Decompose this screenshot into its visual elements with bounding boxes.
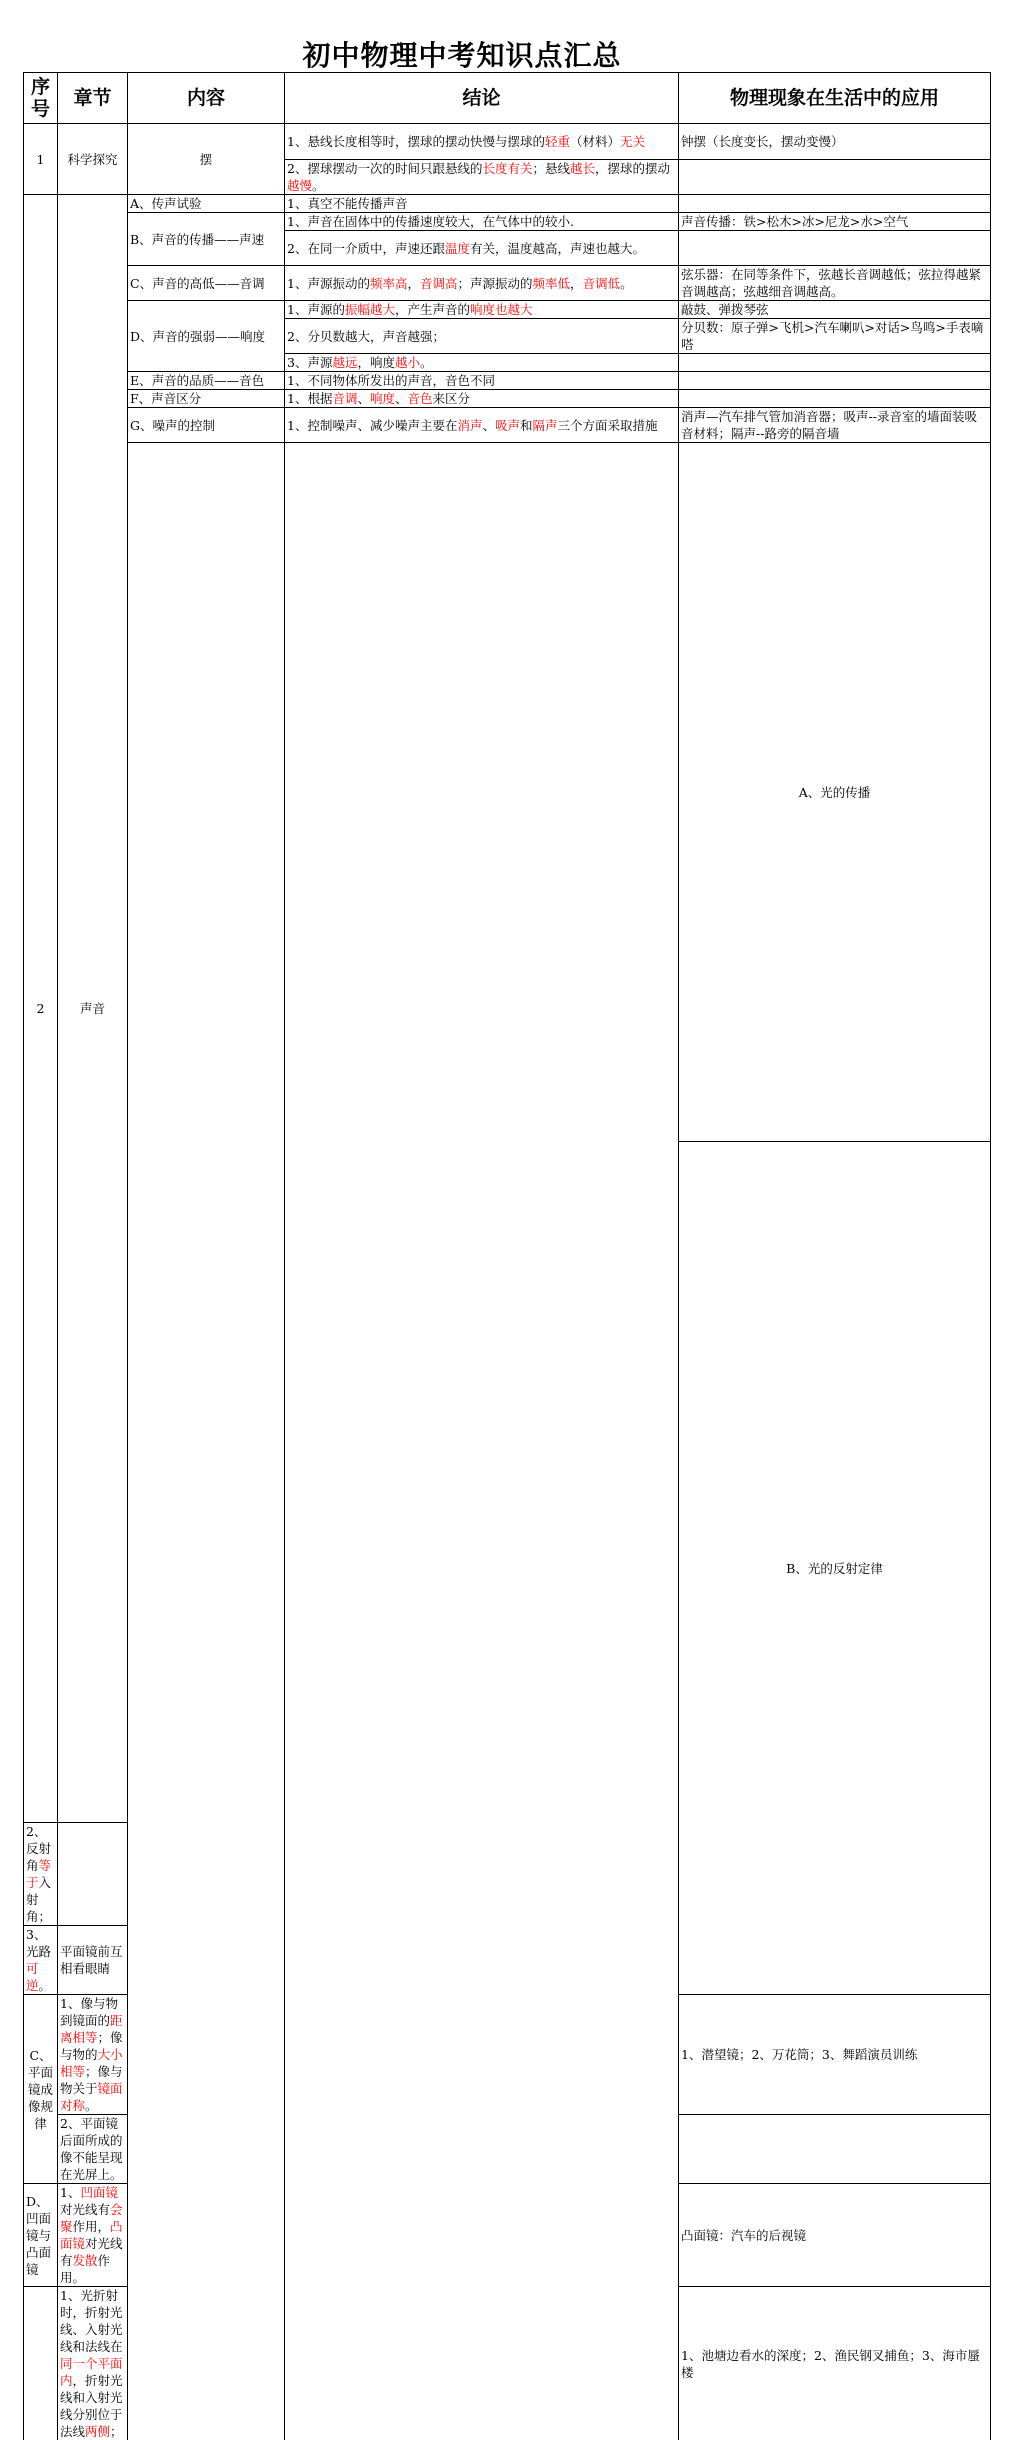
page-title: 初中物理中考知识点汇总 <box>0 34 1024 74</box>
topic-cell: E、声音的品质——音色 <box>128 372 285 390</box>
conclusion-cell: 3、光路可逆。 <box>24 1926 58 1995</box>
application-cell: 平面镜前互相看眼睛 <box>58 1926 128 1995</box>
header-conclusion: 结论 <box>285 73 679 124</box>
application-cell: 1、潜望镜；2、万花筒；3、舞蹈演员训练 <box>679 1995 991 2115</box>
table-row <box>24 443 991 733</box>
application-cell: 敲鼓、弹拨琴弦 <box>679 301 991 319</box>
header-content: 内容 <box>128 73 285 124</box>
application-cell <box>58 1823 128 1926</box>
table-row <box>24 408 991 443</box>
topic-cell: D、声音的强弱——响度 <box>128 301 285 372</box>
table-row <box>24 372 991 390</box>
header-row <box>24 73 991 124</box>
topic-cell: F、声音区分 <box>128 390 285 408</box>
application-cell <box>679 372 991 390</box>
conclusion-cell: 2、在同一介质中，声速还跟温度有关，温度越高，声速也越大。 <box>285 231 679 266</box>
conclusion-cell: 1、悬线长度相等时，摆球的摆动快慢与摆球的轻重（材料）无关 <box>285 124 679 160</box>
conclusion-cell: 2、反射角等于入射角； <box>24 1823 58 1926</box>
conclusion-cell: 1、声源振动的频率高，音调高；声源振动的频率低，音调低。 <box>285 266 679 301</box>
conclusion-cell: 1、声源的振幅越大，产生声音的响度也越大 <box>285 301 679 319</box>
topic-cell: B、光的反射定律 <box>679 1142 991 1995</box>
topic-cell: C、声音的高低——音调 <box>128 266 285 301</box>
chapter-cell: 声音 <box>58 195 128 1823</box>
conclusion-cell: 1、真空不能传播声音 <box>285 195 679 213</box>
topic-cell: G、噪声的控制 <box>128 408 285 443</box>
topic-cell: C、平面镜成像规律 <box>24 1995 58 2184</box>
table-row <box>24 195 991 213</box>
header-number: 序号 <box>24 73 58 124</box>
chapter-cell: 科学探究 <box>58 124 128 195</box>
table-row <box>24 266 991 301</box>
topic-cell: B、声音的传播——声速 <box>128 213 285 266</box>
application-cell: 弦乐器：在同等条件下，弦越长音调越低；弦拉得越紧音调越高；弦越细音调越高。 <box>679 266 991 301</box>
table-row <box>24 301 991 319</box>
application-cell <box>679 231 991 266</box>
table-row <box>24 124 991 160</box>
conclusion-cell: 1、控制噪声、减少噪声主要在消声、吸声和隔声三个方面采取措施 <box>285 408 679 443</box>
table-row <box>24 213 991 231</box>
conclusion-cell: 3、声源越远，响度越小。 <box>285 354 679 372</box>
conclusion-cell: 1、不同物体所发出的声音，音色不同 <box>285 372 679 390</box>
topic-cell: D、凹面镜与凸面镜 <box>24 2184 58 2287</box>
conclusion-cell: 1、根据音调、响度、音色来区分 <box>285 390 679 408</box>
chapter-cell <box>285 443 679 2440</box>
application-cell <box>679 159 991 195</box>
application-cell: 消声—汽车排气管加消音器；吸声--录音室的墙面装吸音材料；隔声--路旁的隔音墙 <box>679 408 991 443</box>
conclusion-cell: 2、平面镜后面所成的像不能呈现在光屏上。 <box>58 2115 128 2184</box>
header-application: 物理现象在生活中的应用 <box>679 73 991 124</box>
section-number: 2 <box>24 195 58 1823</box>
topic-cell: A、传声试验 <box>128 195 285 213</box>
conclusion-cell: 2、摆球摆动一次的时间只跟悬线的长度有关；悬线越长，摆球的摆动越慢。 <box>285 159 679 195</box>
section-number <box>128 443 285 2440</box>
topic-cell <box>24 2287 58 2440</box>
application-cell: 钟摆（长度变长，摆动变慢） <box>679 124 991 160</box>
header-chapter: 章节 <box>58 73 128 124</box>
application-cell: 凸面镜：汽车的后视镜 <box>679 2184 991 2287</box>
table-row <box>24 390 991 408</box>
conclusion-cell: 1、声音在固体中的传播速度较大，在气体中的较小. <box>285 213 679 231</box>
conclusion-cell: 1、光折射时，折射光线、入射光线和法线在同一个平面内，折射光线和入射光线分别位于法线两侧； <box>58 2287 128 2440</box>
application-cell: 分贝数：原子弹>飞机>汽车喇叭>对话>鸟鸣>手表嘀嗒 <box>679 319 991 354</box>
application-cell: 声音传播：铁>松木>冰>尼龙>水>空气 <box>679 213 991 231</box>
conclusion-cell: 1、像与物到镜面的距离相等；像与物的大小相等；像与物关于镜面对称。 <box>58 1995 128 2115</box>
section-number: 1 <box>24 124 58 195</box>
topic-cell: A、光的传播 <box>679 443 991 1142</box>
conclusion-cell: 2、分贝数越大，声音越强； <box>285 319 679 354</box>
conclusion-cell: 1、凹面镜对光线有会聚作用，凸面镜对光线有发散作用。 <box>58 2184 128 2287</box>
knowledge-table <box>23 72 991 2440</box>
application-cell <box>679 2115 991 2184</box>
application-cell <box>679 390 991 408</box>
application-cell <box>679 354 991 372</box>
topic-cell: 摆 <box>128 124 285 195</box>
application-cell: 1、池塘边看水的深度；2、渔民钢叉捕鱼；3、海市蜃楼 <box>679 2287 991 2440</box>
application-cell <box>679 195 991 213</box>
